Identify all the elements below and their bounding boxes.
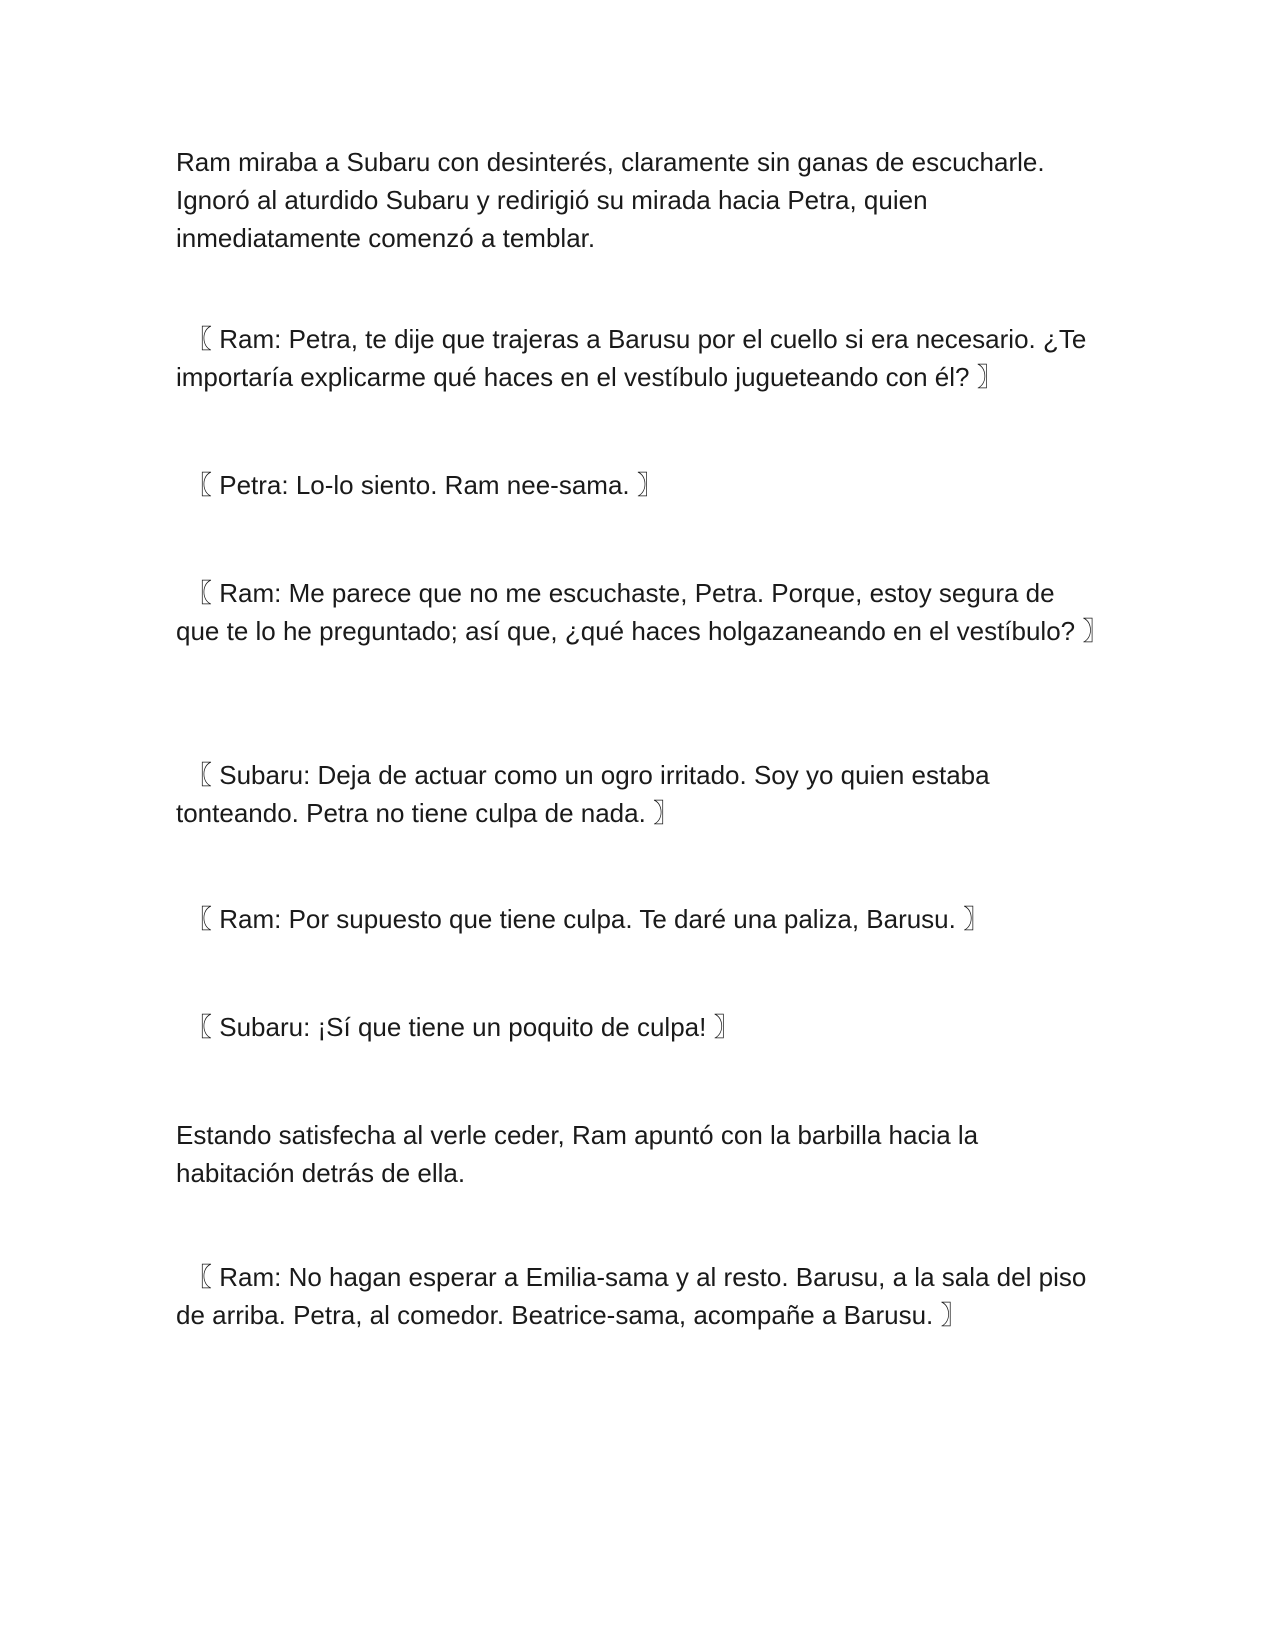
narration-paragraph-2: Estando satisfecha al verle ceder, Ram apuntó con la barbilla hacia la habitación detrás de ella. [176, 1120, 979, 1188]
dialogue-ram-1: 〖 Ram: Petra, te dije que trajeras a Barusu por el cuello si era necesario. ¿Te importaría explicarme qué haces en el vestíbulo jugueteando con él? 〗 [176, 324, 1087, 392]
dialogue-ram-3: 〖 Ram: Por supuesto que tiene culpa. Te daré una paliza, Barusu. 〗 [186, 904, 990, 934]
dialogue-subaru-1: 〖 Subaru: Deja de actuar como un ogro irritado. Soy yo quien estaba tonteando. Petra no tiene culpa de nada. 〗 [176, 760, 990, 828]
dialogue-petra-1: 〖 Petra: Lo-lo siento. Ram nee-sama. 〗 [186, 470, 663, 500]
narration-paragraph-1: Ram miraba a Subaru con desinterés, claramente sin ganas de escucharle. Ignoró al aturdido Subaru y redirigió su mirada hacia Petra, quien inmediatamente comenzó a temblar. [176, 147, 1045, 253]
dialogue-subaru-2: 〖 Subaru: ¡Sí que tiene un poquito de culpa! 〗 [186, 1012, 740, 1042]
dialogue-ram-4: 〖 Ram: No hagan esperar a Emilia-sama y al resto. Barusu, a la sala del piso de arriba. Petra, al comedor. Beatrice-sama, acompañe a Barusu. 〗 [176, 1262, 1087, 1330]
dialogue-ram-2: 〖 Ram: Me parece que no me escuchaste, Petra. Porque, estoy segura de que te lo he preguntado; así que, ¿qué haces holgazaneando en el vestíbulo? 〗 [176, 578, 1109, 646]
